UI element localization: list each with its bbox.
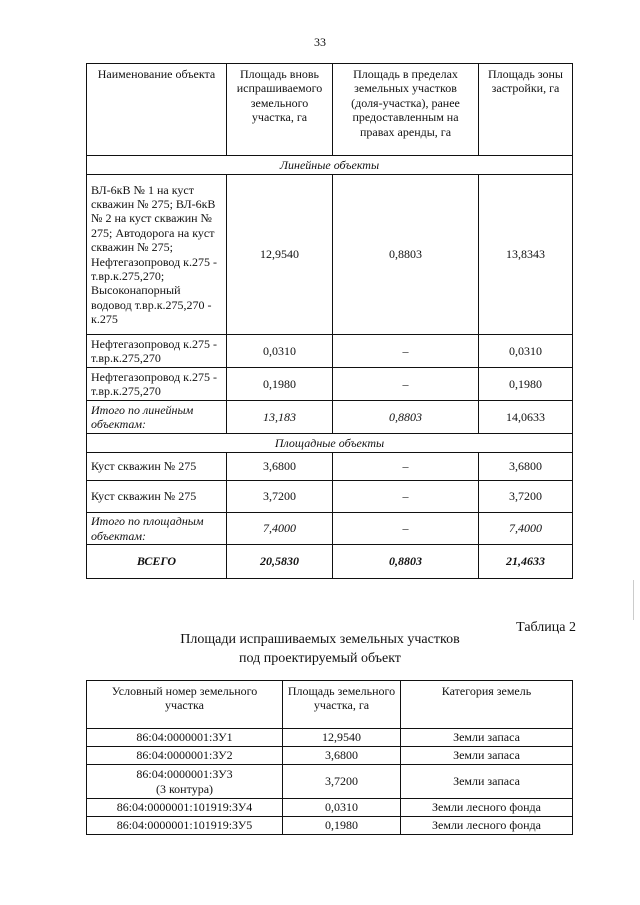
plot-area: 3,7200: [283, 765, 401, 799]
land-category: Земли запаса: [401, 747, 573, 765]
table2-title-line2: под проектируемый объект: [239, 651, 401, 666]
table-row: [87, 799, 573, 817]
zone-area-value: 13,8343: [479, 175, 573, 335]
lease-area-value: 0,8803: [333, 175, 479, 335]
table1-header-row: [87, 64, 573, 156]
land-category: Земли запаса: [401, 765, 573, 799]
section-title-linear: Линейные объекты: [87, 156, 573, 175]
section-row-linear: [87, 156, 573, 175]
table-row: [87, 175, 573, 335]
plot-area: 3,6800: [283, 747, 401, 765]
table-row: [87, 368, 573, 401]
grand-total-lease-area: 0,8803: [333, 545, 479, 579]
section-title-area: Площадные объекты: [87, 434, 573, 453]
page-number: 33: [314, 35, 326, 49]
table2-header-row: [87, 681, 573, 729]
table2-title-line1: Площади испрашиваемых земельных участков: [180, 632, 460, 647]
table2-label: Таблица 2: [516, 620, 576, 635]
linear-total-row: [87, 401, 573, 434]
plot-number: 86:04:0000001:ЗУ2: [87, 747, 283, 765]
plot-number: 86:04:0000001:ЗУ1: [87, 729, 283, 747]
lease-area-value: –: [333, 481, 479, 513]
grand-total-new-area: 20,5830: [227, 545, 333, 579]
grand-total-label: ВСЕГО: [87, 545, 227, 579]
table-row: [87, 747, 573, 765]
table-row: [87, 729, 573, 747]
table-row: [87, 765, 573, 799]
land-category: Земли запаса: [401, 729, 573, 747]
table-requested-land-plots: [86, 680, 573, 835]
zone-area-value: 0,1980: [479, 368, 573, 401]
header-object-name: Наименование объекта: [87, 64, 227, 156]
linear-total-new-area: 13,183: [227, 401, 333, 434]
grand-total-zone-area: 21,4633: [479, 545, 573, 579]
section-row-area: [87, 434, 573, 453]
header-lease-area: Площадь в пределах земельных участков (доля-участка), ранее предоставленным на правах аренды, га: [333, 64, 479, 156]
object-name: Куст скважин № 275: [87, 481, 227, 513]
area-total-zone-area: 7,4000: [479, 513, 573, 545]
land-category: Земли лесного фонда: [401, 817, 573, 835]
zone-area-value: 0,0310: [479, 335, 573, 368]
new-area-value: 0,0310: [227, 335, 333, 368]
header-new-area: Площадь вновь испрашиваемого земельного участка, га: [227, 64, 333, 156]
plot-area: 0,0310: [283, 799, 401, 817]
plot-number-note: (3 контура): [155, 781, 214, 796]
table-land-areas-by-object: [86, 63, 573, 579]
lease-area-value: –: [333, 335, 479, 368]
table-row: [87, 817, 573, 835]
header-land-category: Категория земель: [401, 681, 573, 729]
area-total-row: [87, 513, 573, 545]
object-name: Нефтегазопровод к.275 - т.вр.к.275,270: [87, 335, 227, 368]
area-total-label: Итого по площадным объектам:: [87, 513, 227, 545]
header-zone-area: Площадь зоны застройки, га: [479, 64, 573, 156]
table-row: [87, 453, 573, 481]
area-total-new-area: 7,4000: [227, 513, 333, 545]
plot-number: 86:04:0000001:ЗУ3: [136, 767, 233, 782]
plot-number: 86:04:0000001:101919:ЗУ4: [87, 799, 283, 817]
linear-total-zone-area: 14,0633: [479, 401, 573, 434]
object-name: ВЛ-6кВ № 1 на куст скважин № 275; ВЛ-6кВ № 2 на куст скважин № 275; Автодорога на куст скважин № 275; Нефтегазопровод к.275 - т.вр.к.275,270; Высоконапорный водовод т.вр.к.275,270 - к.275: [87, 175, 227, 335]
linear-total-lease-area: 0,8803: [333, 401, 479, 434]
plot-number: 86:04:0000001:101919:ЗУ5: [87, 817, 283, 835]
plot-number-cell: [87, 765, 283, 799]
scan-edge-mark: [633, 580, 634, 620]
table-row: [87, 335, 573, 368]
table2-title: [0, 630, 640, 668]
new-area-value: 3,7200: [227, 481, 333, 513]
lease-area-value: –: [333, 453, 479, 481]
new-area-value: 0,1980: [227, 368, 333, 401]
grand-total-row: [87, 545, 573, 579]
area-total-lease-area: –: [333, 513, 479, 545]
land-category: Земли лесного фонда: [401, 799, 573, 817]
object-name: Куст скважин № 275: [87, 453, 227, 481]
object-name: Нефтегазопровод к.275 - т.вр.к.275,270: [87, 368, 227, 401]
header-plot-area: Площадь земельного участка, га: [283, 681, 401, 729]
table-row: [87, 481, 573, 513]
new-area-value: 3,6800: [227, 453, 333, 481]
header-plot-number: Условный номер земельного участка: [87, 681, 283, 729]
lease-area-value: –: [333, 368, 479, 401]
plot-area: 0,1980: [283, 817, 401, 835]
linear-total-label: Итого по линейным объектам:: [87, 401, 227, 434]
zone-area-value: 3,7200: [479, 481, 573, 513]
new-area-value: 12,9540: [227, 175, 333, 335]
zone-area-value: 3,6800: [479, 453, 573, 481]
plot-area: 12,9540: [283, 729, 401, 747]
